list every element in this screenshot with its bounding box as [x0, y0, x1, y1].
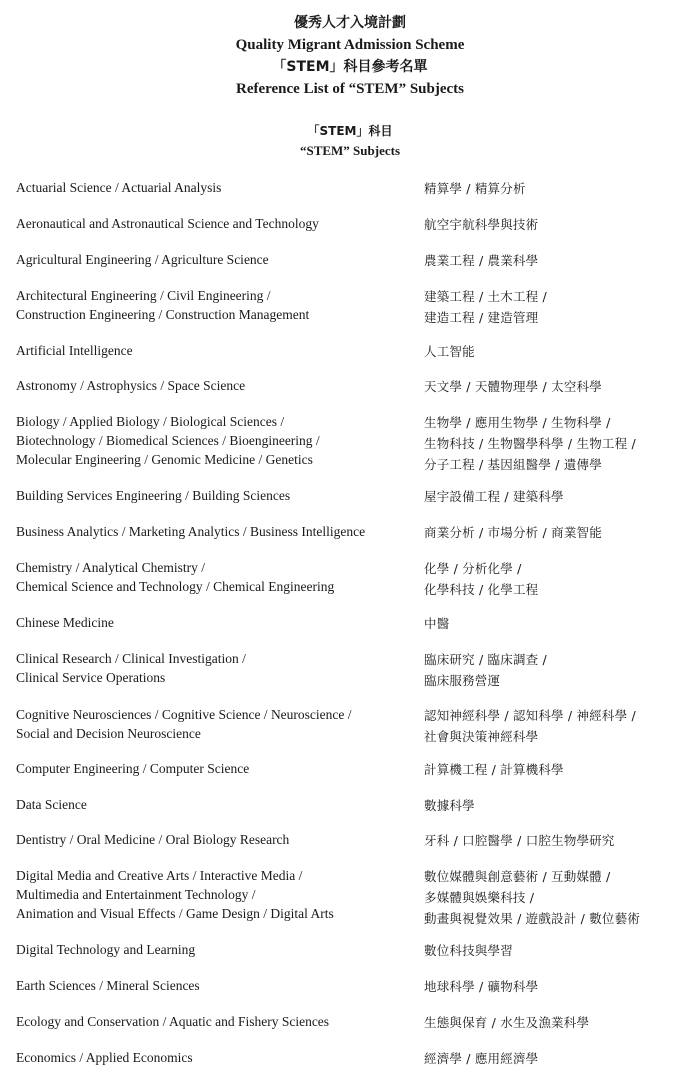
scheme-title-en: Quality Migrant Admission Scheme — [235, 37, 465, 53]
subject-en: Astronomy / Astrophysics / Space Science — [16, 378, 246, 393]
subject-en: Business Analytics / Marketing Analytics / Business Intelligence — [16, 524, 366, 539]
subject-zh: 經濟學 / 應用經濟學 — [424, 1051, 539, 1066]
subject-en: Digital Media and Creative Arts / Interactive Media / Multimedia and Entertainment Technology / Animation and Visual Effects / Game Design / Digital Arts — [16, 868, 334, 921]
subject-zh: 人工智能 — [424, 344, 475, 359]
subject-zh: 地球科學 / 礦物科學 — [424, 979, 539, 994]
subject-en: Architectural Engineering / Civil Engineering / Construction Engineering / Construction Management — [16, 288, 310, 322]
subject-zh: 屋宇設備工程 / 建築科學 — [424, 489, 564, 504]
subject-en: Artificial Intelligence — [16, 343, 133, 358]
subject-en: Building Services Engineering / Building Sciences — [16, 488, 291, 503]
subject-en: Aeronautical and Astronautical Science and Technology — [16, 216, 319, 231]
subject-en: Agricultural Engineering / Agriculture Science — [16, 252, 269, 267]
subject-zh: 計算機工程 / 計算機科學 — [424, 762, 564, 777]
subject-zh: 臨床研究 / 臨床調查 / 臨床服務營運 — [424, 652, 547, 688]
scheme-title-zh: 優秀人才入境計劃 — [294, 15, 406, 31]
subject-zh: 化學 / 分析化學 / 化學科技 / 化學工程 — [424, 561, 539, 597]
subject-zh: 牙科 / 口腔醫學 / 口腔生物學研究 — [424, 833, 615, 848]
subject-zh: 精算學 / 精算分析 — [424, 181, 526, 196]
subject-en: Computer Engineering / Computer Science — [16, 761, 250, 776]
subject-en: Biology / Applied Biology / Biological Sciences / Biotechnology / Biomedical Sciences / Bioengineering / Molecular Engineering / Genomic Medicine / Genetics — [16, 414, 320, 467]
subject-en: Earth Sciences / Mineral Sciences — [16, 978, 200, 993]
subject-en: Cognitive Neurosciences / Cognitive Science / Neuroscience / Social and Decision Neuroscience — [16, 707, 352, 741]
subject-en: Chinese Medicine — [16, 615, 114, 630]
subject-zh: 航空宇航科學與技術 — [424, 217, 539, 232]
subject-zh: 建築工程 / 土木工程 / 建造工程 / 建造管理 — [424, 289, 547, 325]
list-title-en: Reference List of “STEM” Subjects — [235, 81, 465, 97]
section-heading-en: “STEM” Subjects — [299, 143, 401, 158]
section-heading-zh: 「STEM」科目 — [307, 124, 393, 138]
subject-en: Ecology and Conservation / Aquatic and Fishery Sciences — [16, 1014, 330, 1029]
subject-zh: 商業分析 / 市場分析 / 商業智能 — [424, 525, 602, 540]
subject-zh: 農業工程 / 農業科學 — [424, 253, 539, 268]
list-title-zh: 「STEM」科目參考名單 — [272, 59, 428, 75]
subject-en: Chemistry / Analytical Chemistry / Chemical Science and Technology / Chemical Engineering — [16, 560, 335, 594]
subject-zh: 數據科學 — [424, 798, 475, 813]
subject-en: Actuarial Science / Actuarial Analysis — [16, 180, 222, 195]
subject-zh: 生態與保育 / 水生及漁業科學 — [424, 1015, 590, 1030]
subject-zh: 數位科技與學習 — [424, 943, 513, 958]
subject-en: Digital Technology and Learning — [16, 942, 196, 957]
subject-zh: 中醫 — [424, 616, 450, 631]
subject-en: Clinical Research / Clinical Investigation / Clinical Service Operations — [16, 651, 246, 685]
subject-en: Data Science — [16, 797, 87, 812]
subject-zh: 認知神經科學 / 認知科學 / 神經科學 / 社會與決策神經科學 — [424, 708, 636, 744]
subject-zh: 數位媒體與創意藝術 / 互動媒體 / 多媒體與娛樂科技 / 動畫與視覺效果 / 遊戲設計 / 數位藝術 — [424, 869, 641, 926]
subject-en: Dentistry / Oral Medicine / Oral Biology Research — [16, 832, 290, 847]
subject-zh: 生物學 / 應用生物學 / 生物科學 / 生物科技 / 生物醫學科學 / 生物工程 / 分子工程 / 基因組醫學 / 遺傳學 — [424, 415, 636, 472]
subject-en: Economics / Applied Economics — [16, 1050, 193, 1065]
subject-zh: 天文學 / 天體物理學 / 太空科學 — [424, 379, 602, 394]
